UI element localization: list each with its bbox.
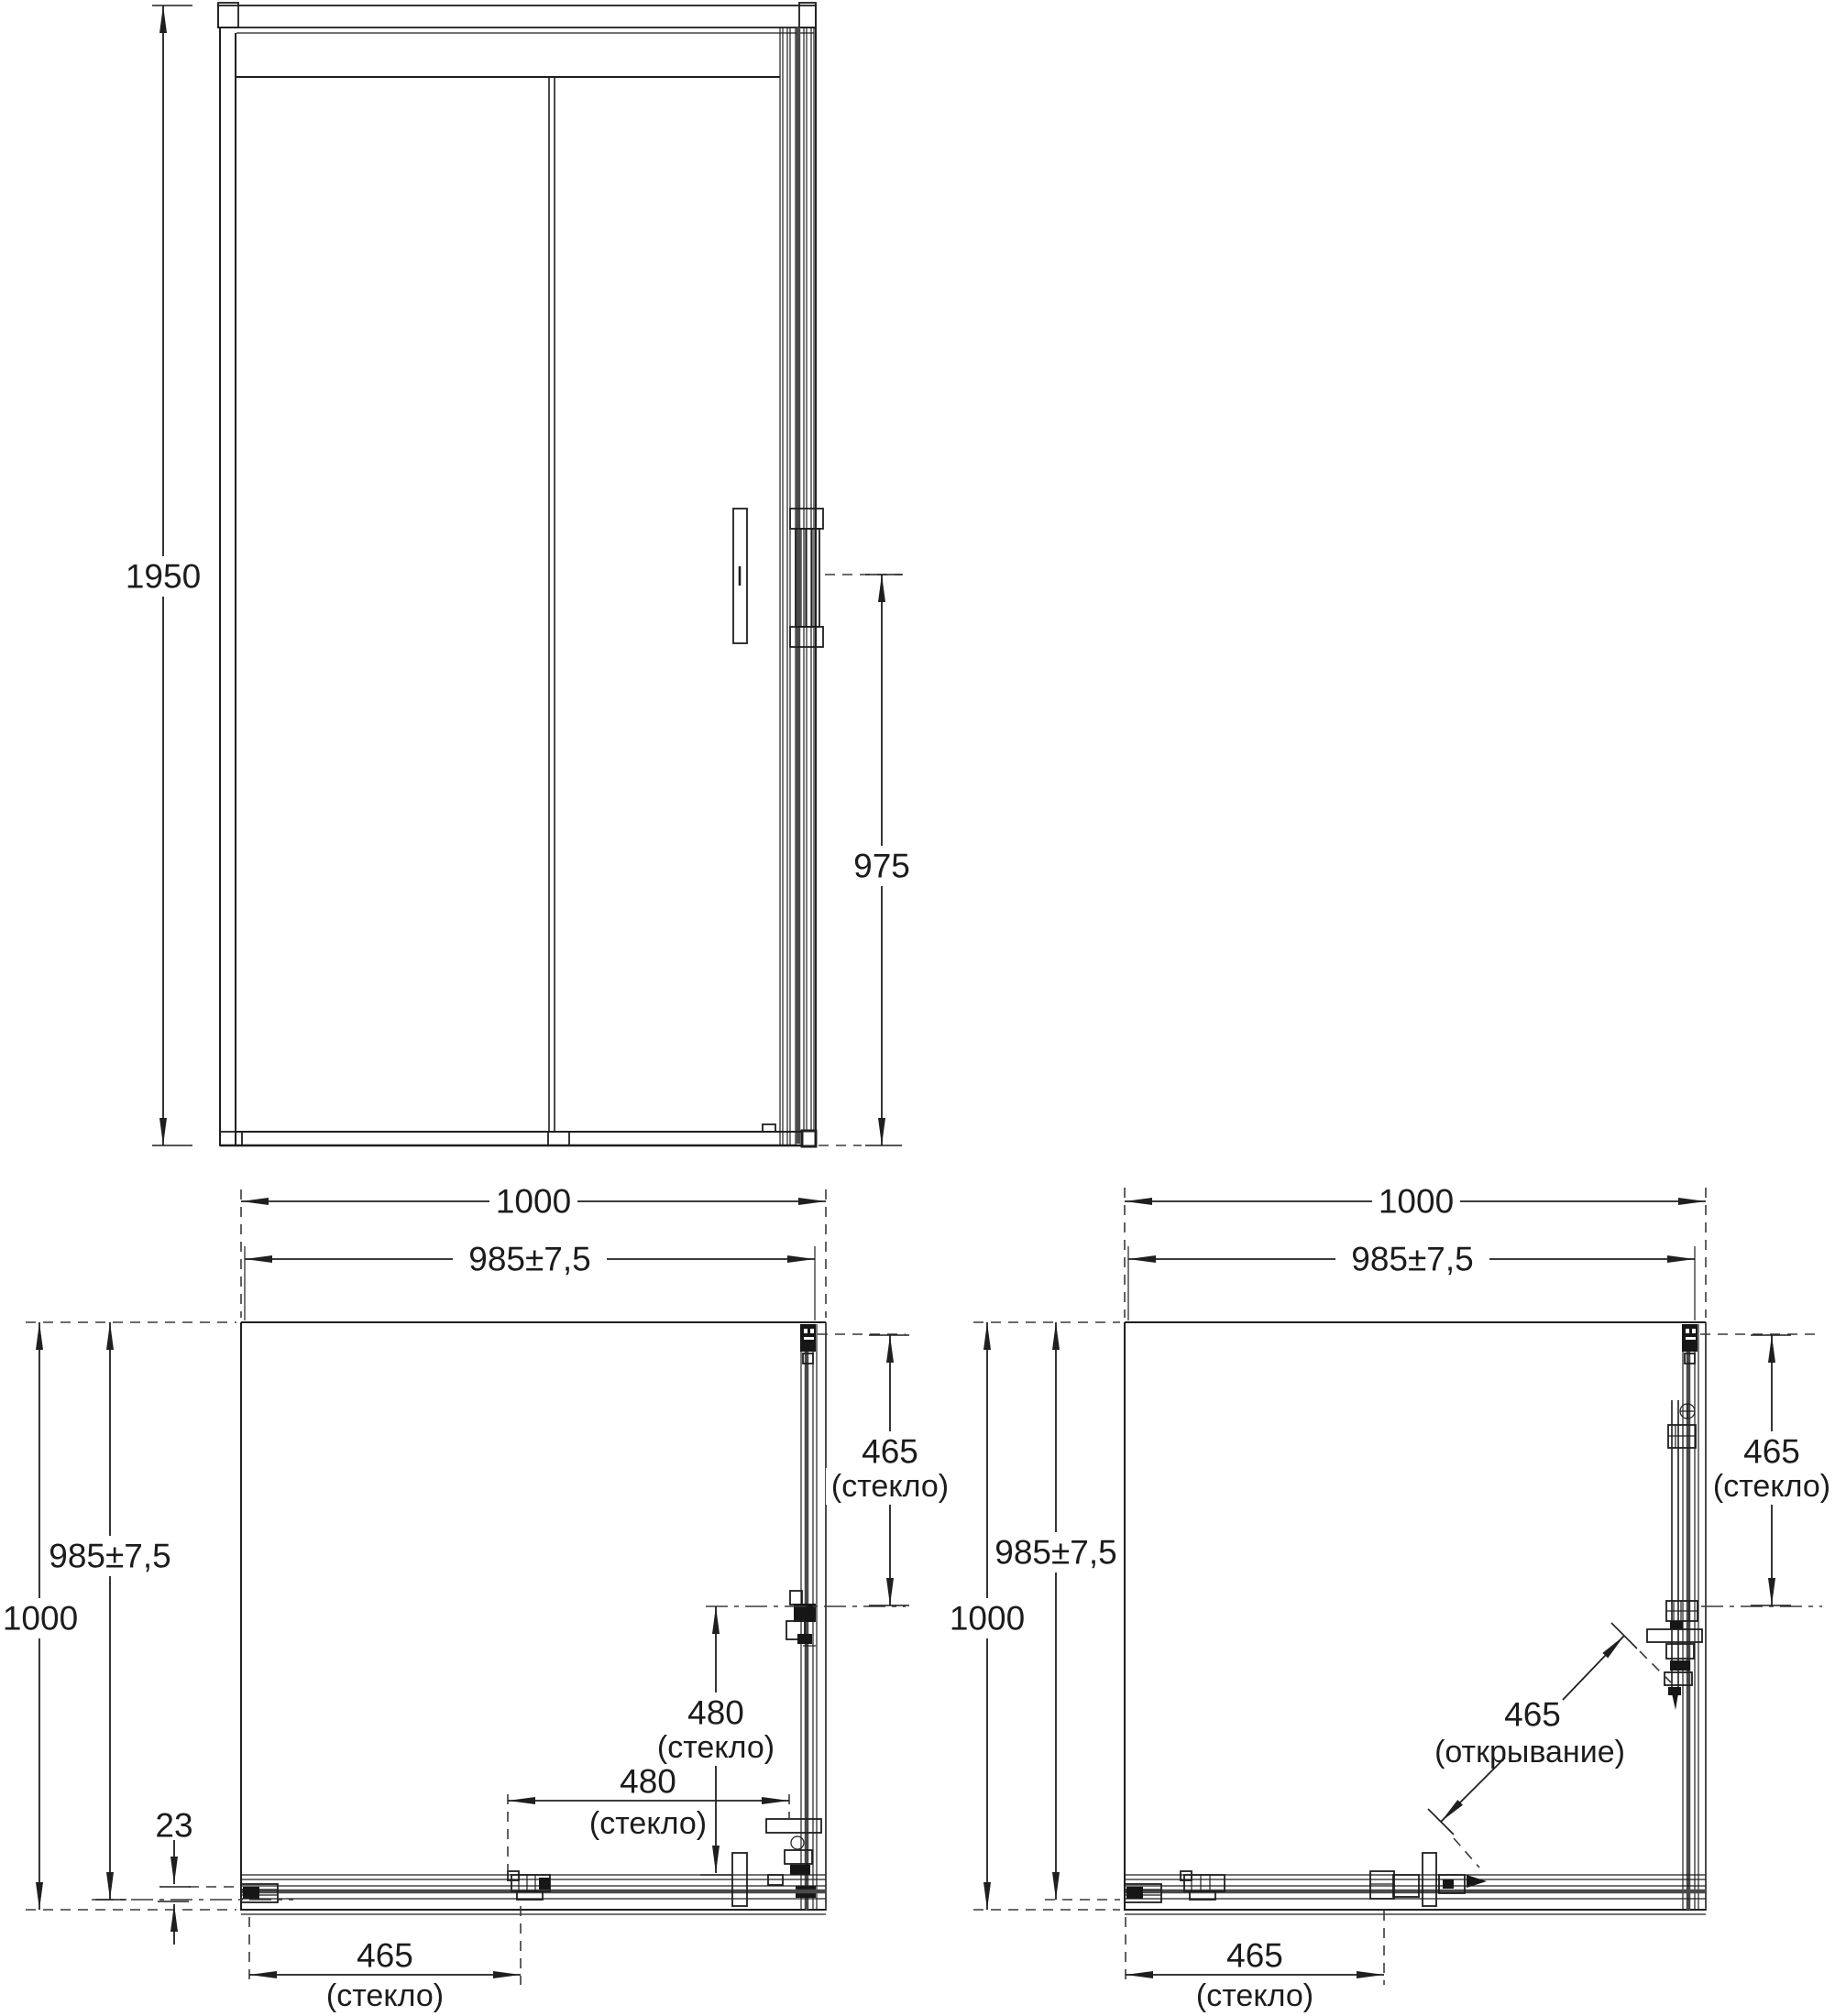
dim-plan-a-door-glass-horizontal xyxy=(508,1763,789,1842)
plan-a-door-glass-v-label: 480 xyxy=(687,1693,744,1732)
left-wall-profile xyxy=(220,27,236,1145)
plan-a-depth-glass-label: 985±7,5 xyxy=(49,1537,171,1575)
corner-arm xyxy=(1647,1629,1702,1642)
plan-a-door-glass-h-label: 480 xyxy=(620,1762,676,1801)
side-panel-lines xyxy=(1683,1324,1698,1910)
head-rail-right-cap xyxy=(799,3,816,27)
right-foot xyxy=(802,1131,816,1146)
dim-front-height xyxy=(123,5,203,1145)
plan-a-width-glass-label: 985±7,5 xyxy=(468,1240,591,1278)
left-foot xyxy=(220,1132,242,1145)
plan-b-width-outer-label: 1000 xyxy=(1378,1182,1455,1221)
plan-a-front-glass-label: 465 xyxy=(357,1936,413,1975)
plan-a-front-glass-note: (стекло) xyxy=(325,1978,445,2013)
front-height-label: 1950 xyxy=(125,557,202,596)
dim-plan-a-depth-outer xyxy=(2,1322,79,1910)
dim-plan-b-front-glass xyxy=(1126,1937,1384,2014)
plan-view-open xyxy=(949,1181,1835,2013)
plan-b-depth-glass-label: 985±7,5 xyxy=(994,1533,1117,1572)
panel-divider xyxy=(549,77,555,1132)
plan-b-side-glass-note: (стекло) xyxy=(1712,1469,1831,1504)
plan-b-opening-note: (открывание) xyxy=(1434,1735,1625,1769)
dim-plan-a-profile-offset xyxy=(155,1807,192,1945)
head-rail xyxy=(218,5,816,27)
dim-plan-a-width-outer xyxy=(241,1181,826,1222)
track-lines xyxy=(241,1875,826,1899)
plan-a-width-outer-label: 1000 xyxy=(495,1182,572,1221)
plan-b-side-glass-label: 465 xyxy=(1743,1432,1800,1471)
head-rail-left-cap xyxy=(218,3,238,27)
front-elevation-view xyxy=(123,3,920,1147)
bottom-clip xyxy=(763,1124,775,1132)
plan-a-side-panel xyxy=(766,1324,821,1910)
plan-view-closed xyxy=(2,1181,954,2013)
plan-a-extension-dashes xyxy=(26,1189,906,1985)
plan-b-front-glass-label: 465 xyxy=(1226,1936,1283,1975)
dim-plan-a-front-glass xyxy=(249,1937,521,2014)
plan-a-side-glass-label: 465 xyxy=(862,1432,918,1471)
plan-a-tray xyxy=(241,1322,826,1914)
track-lines xyxy=(1125,1875,1706,1899)
plan-a-offset-label: 23 xyxy=(155,1806,193,1845)
plan-b-door-track xyxy=(1125,1853,1706,1906)
front-handle-height-label: 975 xyxy=(853,847,910,885)
plan-b-width-glass-label: 985±7,5 xyxy=(1351,1240,1474,1278)
divider-foot xyxy=(548,1132,569,1145)
plan-b-opening-label: 465 xyxy=(1504,1695,1561,1734)
plan-a-centerlines xyxy=(92,1606,906,1900)
dim-plan-a-width-glass xyxy=(245,1239,815,1279)
plan-a-door-track xyxy=(241,1853,826,1906)
plan-b-depth-outer-label: 1000 xyxy=(949,1599,1026,1638)
dim-plan-b-opening xyxy=(1428,1623,1637,1835)
plan-b-tray xyxy=(1125,1322,1706,1914)
plan-a-depth-outer-label: 1000 xyxy=(2,1599,79,1638)
dim-plan-b-side-glass xyxy=(1708,1335,1835,1605)
front-door-handle xyxy=(733,509,823,647)
plan-b-side-panel xyxy=(1647,1324,1702,1910)
dim-plan-b-width-glass xyxy=(1128,1239,1695,1279)
dim-plan-b-depth-outer xyxy=(949,1322,1026,1910)
dim-plan-a-side-glass xyxy=(826,1335,954,1605)
plan-a-side-glass-note: (стекло) xyxy=(830,1469,950,1504)
dim-plan-b-width-outer xyxy=(1125,1181,1706,1222)
side-latch-bracket xyxy=(1666,1601,1698,1629)
front-frame xyxy=(218,3,816,1147)
plan-b-front-glass-note: (стекло) xyxy=(1195,1978,1314,2013)
plan-a-door-glass-v-note: (стекло) xyxy=(656,1730,775,1765)
corner-roller xyxy=(791,1836,804,1849)
plan-a-door-glass-h-note: (стекло) xyxy=(588,1806,708,1841)
dim-front-handle-height xyxy=(843,575,920,1145)
